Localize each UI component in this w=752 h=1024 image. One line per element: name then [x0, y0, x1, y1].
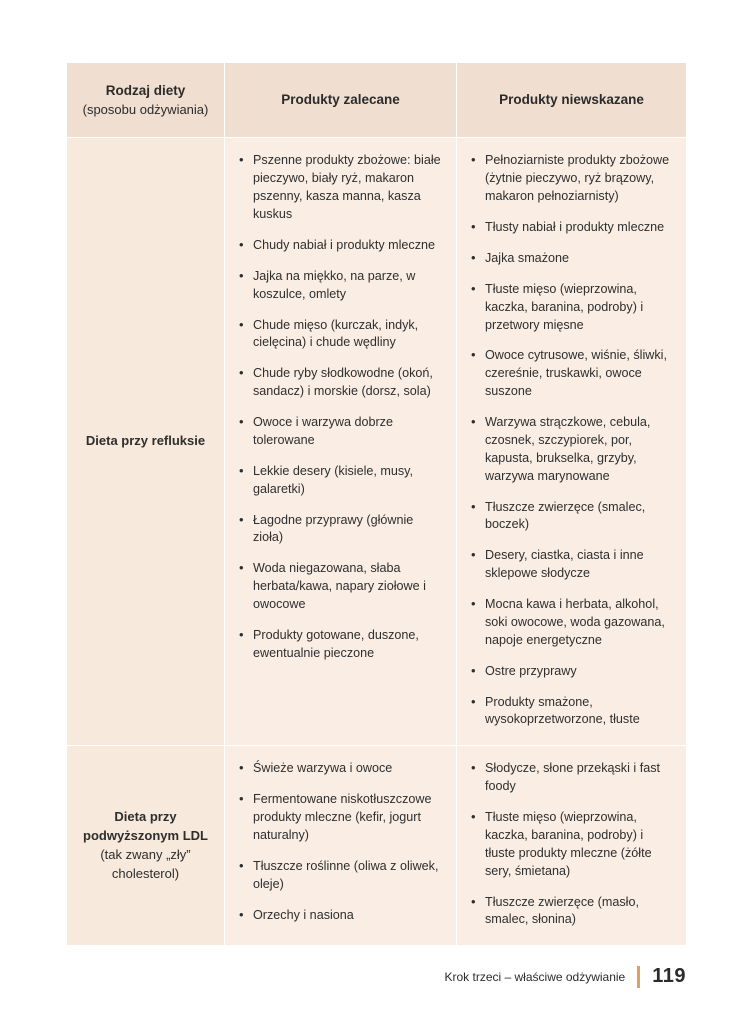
footer-caption: Krok trzeci – właściwe odżywianie [444, 969, 626, 984]
footer-divider [637, 966, 640, 988]
list-item: • Mocna kawa i herbata, alkohol, soki owocowe, woda gazowana, napoje energetyczne [471, 596, 672, 650]
column-header-diet-type [67, 63, 225, 138]
list-item: • Tłuste mięso (wieprzowina, kaczka, baranina, podroby) i tłuste produkty mleczne (żółte sery, śmietana) [471, 809, 672, 881]
list-item: • Warzywa strączkowe, cebula, czosnek, szczypiorek, por, kapusta, brukselka, grzyby, warzywa marynowane [471, 414, 672, 486]
list-item: • Owoce i warzywa dobrze tolerowane [239, 414, 442, 450]
list-item: • Tłuszcze zwierzęce (masło, smalec, słonina) [471, 894, 672, 930]
list-item: • Desery, ciastka, ciasta i inne sklepowe słodycze [471, 547, 672, 583]
list-item: • Ostre przyprawy [471, 663, 672, 681]
list-item: • Jajka na miękko, na parze, w koszulce, omlety [239, 268, 442, 304]
list-item: • Pszenne produkty zbożowe: białe pieczywo, biały ryż, makaron pszenny, kasza manna, kasza kuskus [239, 152, 442, 224]
page-footer [445, 965, 687, 988]
row-label-reflux-main: Dieta przy refluksie [85, 433, 206, 449]
list-item: • Tłuszcze zwierzęce (smalec, boczek) [471, 499, 672, 535]
table-row [67, 138, 687, 746]
list-not-recommended-ldl [471, 760, 672, 929]
table-header-row [67, 63, 687, 138]
row-label-reflux [67, 138, 225, 746]
column-header-not-recommended: Produkty niewskazane [457, 63, 687, 138]
cell-ldl-not-recommended [457, 746, 687, 946]
list-item: • Produkty gotowane, duszone, ewentualnie pieczone [239, 627, 442, 663]
column-header-diet-type-subtitle: (sposobu odżywiania) [82, 101, 209, 117]
column-header-recommended: Produkty zalecane [225, 63, 457, 138]
list-item: • Fermentowane niskotłuszczowe produkty mleczne (kefir, jogurt naturalny) [239, 791, 442, 845]
row-label-ldl-main: Dieta przy podwyższonym LDL [83, 809, 208, 843]
page-number: 119 [652, 965, 686, 987]
list-item: • Owoce cytrusowe, wiśnie, śliwki, czereśnie, truskawki, owoce suszone [471, 347, 672, 401]
column-header-diet-type-title: Rodzaj diety [105, 83, 186, 98]
row-label-ldl-extra: (tak zwany „zły” cholesterol) [100, 846, 191, 881]
cell-reflux-not-recommended [457, 138, 687, 746]
list-item: • Świeże warzywa i owoce [239, 760, 442, 778]
list-item: • Lekkie desery (kisiele, musy, galaretki) [239, 463, 442, 499]
cell-ldl-recommended [225, 746, 457, 946]
list-item: • Tłuste mięso (wieprzowina, kaczka, baranina, podroby) i przetwory mięsne [471, 281, 672, 335]
list-item: • Chude mięso (kurczak, indyk, cielęcina) i chude wędliny [239, 317, 442, 353]
list-item: • Chudy nabiał i produkty mleczne [239, 237, 442, 255]
diet-table [66, 62, 687, 946]
list-item: • Woda niegazowana, słaba herbata/kawa, napary ziołowe i owocowe [239, 560, 442, 614]
list-item: • Łagodne przyprawy (głównie zioła) [239, 512, 442, 548]
table-header [67, 63, 687, 138]
row-label-ldl [67, 746, 225, 946]
list-not-recommended-reflux [471, 152, 672, 729]
list-item: • Pełnoziarniste produkty zbożowe (żytnie pieczywo, ryż brązowy, makaron pełnoziarnisty) [471, 152, 672, 206]
cell-reflux-recommended [225, 138, 457, 746]
table-body [67, 138, 687, 946]
table-row [67, 746, 687, 946]
list-item: • Chude ryby słodkowodne (okoń, sandacz) i morskie (dorsz, sola) [239, 365, 442, 401]
list-item: • Słodycze, słone przekąski i fast foody [471, 760, 672, 796]
list-item: • Jajka smażone [471, 250, 672, 268]
list-recommended-reflux [239, 152, 442, 662]
list-item: • Tłusty nabiał i produkty mleczne [471, 219, 672, 237]
list-item: • Tłuszcze roślinne (oliwa z oliwek, oleje) [239, 858, 442, 894]
list-recommended-ldl [239, 760, 442, 924]
list-item: • Produkty smażone, wysokoprzetworzone, tłuste [471, 694, 672, 730]
list-item: • Orzechy i nasiona [239, 907, 442, 925]
